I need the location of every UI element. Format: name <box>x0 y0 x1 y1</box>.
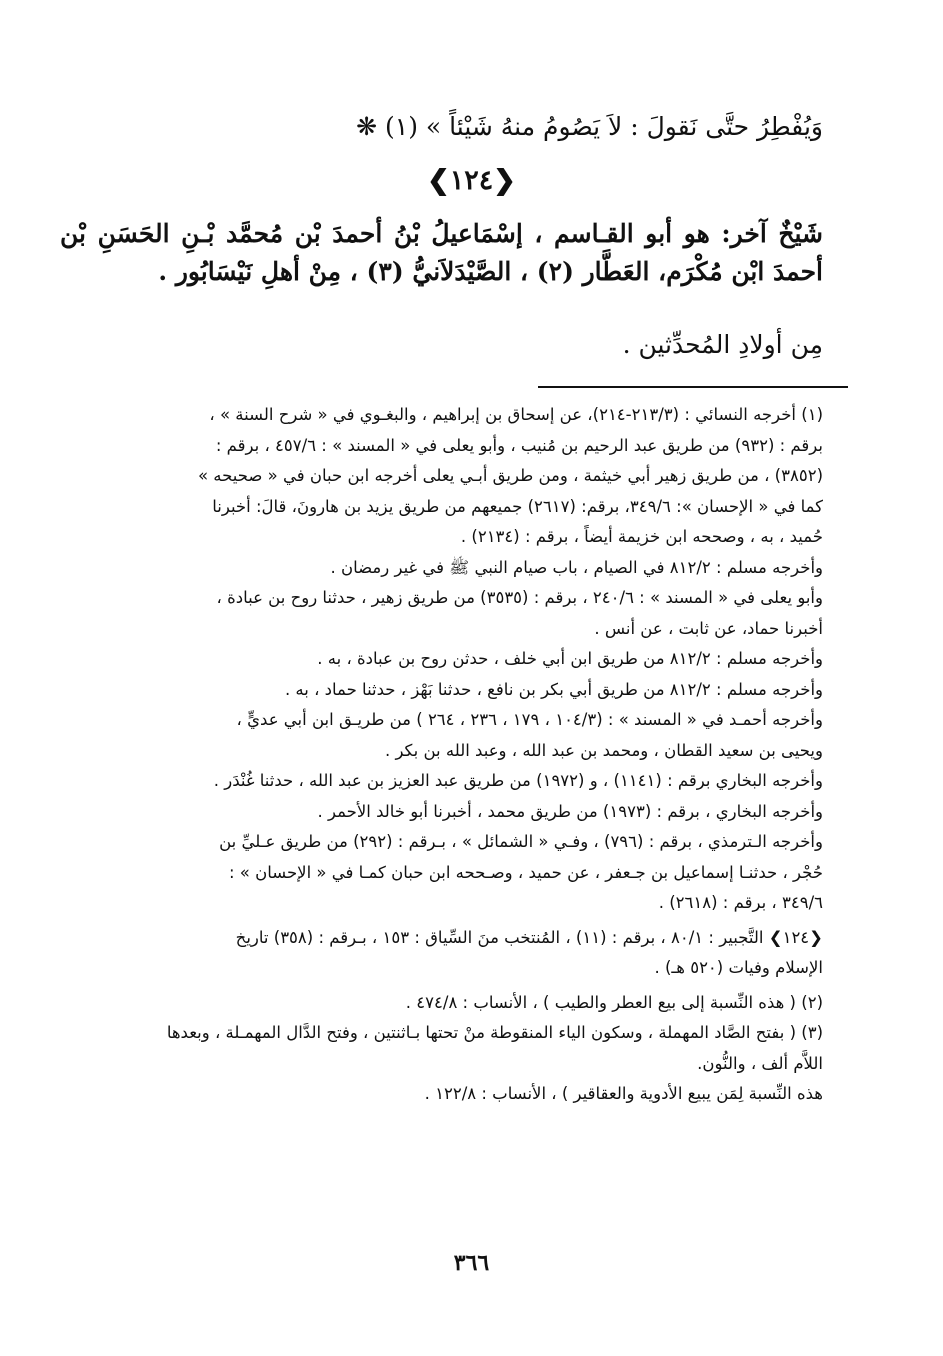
footnote-line: وأبو يعلى في « المسند » : ٢٤٠/٦ ، برقم : (٣٥٣٥) من طريق زهير ، حدثنا روح بن عبادة ، <box>216 588 823 607</box>
footnote-line: وأخرجه أحمـد في « المسند » : (١٠٤/٣ ، ١٧٩ ، ٢٣٦ ، ٢٦٤ ) من طريـق ابن أبي عديٍّ ، <box>236 710 823 729</box>
footnote-line: اللاَّم ألف ، والنُّون. <box>697 1053 823 1073</box>
main-text-line: وَيُفْطِرُ حتَّى نَقولَ : لاَ يَصُومُ منهُ شَيْئاً » (١) ❋ <box>356 112 823 141</box>
footnote-line: (٣٨٥٢) ، من طريق زهير أبي خيثمة ، ومن طريق أبـي يعلى أخرجه ابن حبان في « صحيحه » <box>197 466 823 485</box>
biography-paragraph: شَيْخٌ آخر: هو أبو القـاسم ، إسْمَاعيلُ بْنُ أحمدَ بْن مُحمَّد بْـنِ الحَسَنِ بْن أحمدَ ابْن مُكْرَم، العَطَّار (٢) ، الصَّيْدَلاَنيُّ (٣) ، مِنْ أهلِ نَيْسَابُور . <box>60 219 823 286</box>
footnote-line: وأخرجه مسلم : ٨١٢/٢ من طريق أبي بكر بن نافع ، حدثنا بَهْز ، حدثنا حماد ، به . <box>284 679 823 699</box>
footnote-line: ٣٤٩/٦ ، برقم : (٢٦١٨) . <box>658 893 823 912</box>
footnote-line: برقم : (٩٣٢) من طريق عبد الرحيم بن مُنيب ، وأبو يعلى في « المسند » : ٤٥٧/٦ ، برقم : <box>215 435 823 455</box>
footnote-line: (٣) ( بفتح الصَّاد المهملة ، وسكون الياء المنقوطة منْ تحتها بـاثنتين ، وفتح الدَّال المهمـلة ، وبعدها <box>166 1023 823 1042</box>
footnote-line: ويحيى بن سعيد القطان ، ومحمد بن عبد الله ، وعبد الله بن بكر . <box>384 740 823 760</box>
footnote-line: وأخرجه البخاري برقم : (١١٤١) ، و (١٩٧٢) من طريق عبد العزيز بن عبد الله ، حدثنا غُنْدَر . <box>213 771 823 790</box>
footnote-line: أخبرنا حماد، عن ثابت ، عن أنس . <box>594 618 823 638</box>
page-number: ٣٦٦ <box>453 1250 490 1276</box>
footnote-line: (٢) ( هذه النِّسبة إلى بيع العطر والطيب ) ، الأنساب : ٤٧٤/٨ . <box>405 992 823 1012</box>
footnote-line: الإسلام وفيات (٥٢٠ هـ) . <box>654 958 823 977</box>
footnote-line: وأخرجه الـترمذي ، برقم : (٧٩٦) ، وفـي « الشمائل » ، بـرقم : (٢٩٢) من طريق عـليِّ بن <box>219 832 823 851</box>
footnotes-block <box>75 400 823 1110</box>
footnote-line: حُجْر ، حدثنـا إسماعيل بن جـعفر ، عن حميد ، وصـححه ابن حبان كمـا في « الإحسان » : <box>228 862 823 882</box>
footnote-separator <box>538 386 848 388</box>
footnote-line: وأخرجه مسلم : ٨١٢/٢ من طريق ابن أبي خلف ، حدثن روح بن عبادة ، به . <box>317 649 823 668</box>
biography-note: مِن أولادِ المُحدِّثين . <box>622 330 823 359</box>
footnote-line: وأخرجه مسلم : ٨١٢/٢ في الصيام ، باب صيام النبي ﷺ في غير رمضان . <box>330 557 823 577</box>
entry-number-heading: ❮١٢٤❯ <box>427 165 516 196</box>
footnote-line: ❮١٢٤❯ التَّجبير : ٨٠/١ ، برقم : (١١) ، المُنتخب منَ السِّياق : ١٥٣ ، بـرقم : (٣٥٨) تاريخ <box>235 927 823 947</box>
footnote-line: وأخرجه البخاري ، برقم : (١٩٧٣) من طريق محمد ، أخبرنا أبو خالد الأحمر . <box>317 801 823 821</box>
footnote-line: (١) أخرجه النسائي : (٢١٣/٣-٢١٤)، عن إسحاق بن إبراهيم ، والبغـوي في « شرح السنة » ، <box>209 405 823 424</box>
footnote-line: هذه النِّسبة لِمَن يبيع الأدوية والعقاقير ) ، الأنساب : ١٢٢/٨ . <box>424 1084 823 1103</box>
footnote-line: كما في « الإحسان »: ٣٤٩/٦، برقم: (٢٦١٧) جميعهم من طريق يزيد بن هارونَ، قالَ: أخبرنا <box>212 496 823 516</box>
footnote-line: حُميد ، به ، وصححه ابن خزيمة أيضاً ، برقم : (٢١٣٤) . <box>460 527 823 546</box>
